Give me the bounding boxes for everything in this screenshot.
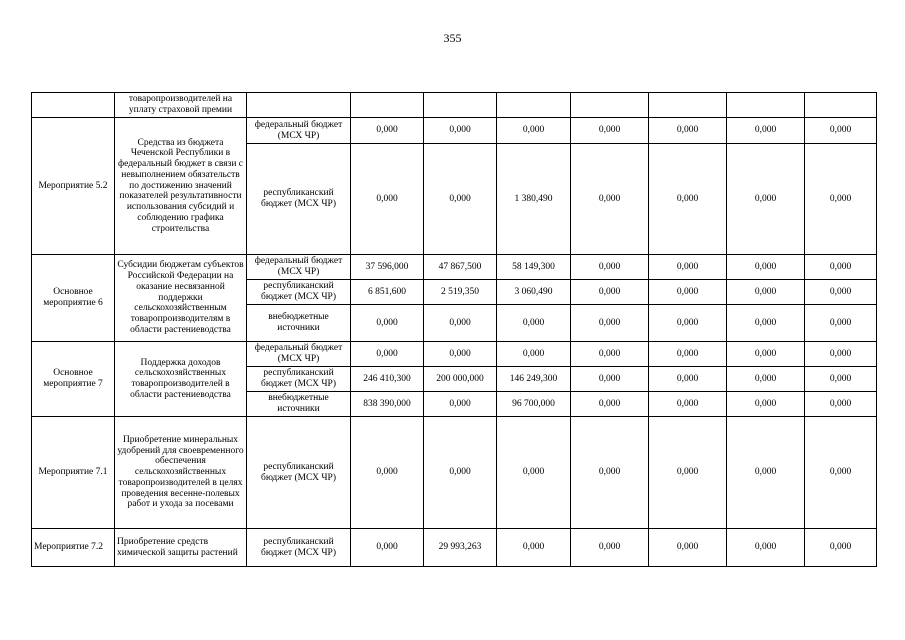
value-cell: 0,000 bbox=[497, 417, 571, 529]
value-cell: 1 380,490 bbox=[497, 144, 571, 255]
value-cell: 0,000 bbox=[351, 144, 424, 255]
value-cell: 0,000 bbox=[727, 280, 805, 305]
activity-cell: Мероприятие 5.2 bbox=[32, 118, 115, 255]
activity-cell: Мероприятие 7.2 bbox=[32, 529, 115, 567]
value-cell: 0,000 bbox=[424, 342, 497, 367]
value-cell: 3 060,490 bbox=[497, 280, 571, 305]
value-cell: 0,000 bbox=[497, 118, 571, 144]
value-cell: 0,000 bbox=[424, 392, 497, 417]
table-row bbox=[32, 342, 877, 367]
value-cell: 0,000 bbox=[571, 529, 649, 567]
value-cell: 37 596,000 bbox=[351, 255, 424, 280]
value-cell: 0,000 bbox=[571, 342, 649, 367]
value-cell: 0,000 bbox=[649, 392, 727, 417]
value-cell: 47 867,500 bbox=[424, 255, 497, 280]
description-cell: Поддержка доходов сельскохозяйственных товаропроизводителей в области растениеводства bbox=[115, 342, 247, 417]
value-cell: 0,000 bbox=[424, 144, 497, 255]
table-row bbox=[32, 93, 877, 118]
value-cell: 0,000 bbox=[497, 305, 571, 342]
source-cell: республиканский бюджет (МСХ ЧР) bbox=[247, 367, 351, 392]
value-cell: 0,000 bbox=[805, 118, 877, 144]
value-cell: 2 519,350 bbox=[424, 280, 497, 305]
value-cell: 0,000 bbox=[649, 144, 727, 255]
value-cell bbox=[497, 93, 571, 118]
value-cell bbox=[727, 93, 805, 118]
table-row bbox=[32, 118, 877, 144]
value-cell: 0,000 bbox=[727, 417, 805, 529]
description-cell: Приобретение средств химической защиты растений bbox=[115, 529, 247, 567]
source-cell: федеральный бюджет (МСХ ЧР) bbox=[247, 255, 351, 280]
source-cell: республиканский бюджет (МСХ ЧР) bbox=[247, 280, 351, 305]
value-cell: 0,000 bbox=[649, 305, 727, 342]
value-cell: 0,000 bbox=[497, 529, 571, 567]
description-cell: товаропроизводителей на уплату страховой премии bbox=[115, 93, 247, 118]
value-cell: 0,000 bbox=[424, 305, 497, 342]
description-cell: Субсидии бюджетам субъектов Российской Федерации на оказание несвязанной поддержки сельскохозяйственным товаропроизводителям в области растениеводства bbox=[115, 255, 247, 342]
value-cell: 0,000 bbox=[649, 367, 727, 392]
value-cell: 200 000,000 bbox=[424, 367, 497, 392]
value-cell: 0,000 bbox=[805, 255, 877, 280]
value-cell: 0,000 bbox=[805, 280, 877, 305]
value-cell: 0,000 bbox=[805, 529, 877, 567]
value-cell: 0,000 bbox=[727, 367, 805, 392]
value-cell: 0,000 bbox=[649, 342, 727, 367]
budget-table bbox=[31, 92, 877, 567]
value-cell: 838 390,000 bbox=[351, 392, 424, 417]
value-cell: 0,000 bbox=[649, 529, 727, 567]
value-cell: 0,000 bbox=[571, 417, 649, 529]
page-number: 355 bbox=[443, 31, 462, 45]
value-cell: 0,000 bbox=[805, 342, 877, 367]
value-cell: 0,000 bbox=[727, 255, 805, 280]
value-cell: 0,000 bbox=[805, 392, 877, 417]
value-cell: 0,000 bbox=[727, 342, 805, 367]
value-cell: 0,000 bbox=[351, 118, 424, 144]
value-cell: 0,000 bbox=[351, 529, 424, 567]
value-cell: 0,000 bbox=[424, 417, 497, 529]
value-cell bbox=[424, 93, 497, 118]
value-cell: 29 993,263 bbox=[424, 529, 497, 567]
value-cell: 0,000 bbox=[805, 367, 877, 392]
value-cell: 0,000 bbox=[649, 118, 727, 144]
value-cell: 58 149,300 bbox=[497, 255, 571, 280]
value-cell: 246 410,300 bbox=[351, 367, 424, 392]
value-cell: 0,000 bbox=[649, 417, 727, 529]
value-cell: 0,000 bbox=[805, 144, 877, 255]
activity-cell: Мероприятие 7.1 bbox=[32, 417, 115, 529]
value-cell: 0,000 bbox=[727, 392, 805, 417]
value-cell: 0,000 bbox=[497, 342, 571, 367]
value-cell: 0,000 bbox=[424, 118, 497, 144]
value-cell: 0,000 bbox=[805, 417, 877, 529]
source-cell: внебюджетные источники bbox=[247, 392, 351, 417]
table-row bbox=[32, 255, 877, 280]
value-cell: 0,000 bbox=[351, 305, 424, 342]
value-cell: 0,000 bbox=[571, 367, 649, 392]
value-cell: 146 249,300 bbox=[497, 367, 571, 392]
activity-cell: Основное мероприятие 7 bbox=[32, 342, 115, 417]
value-cell: 0,000 bbox=[727, 529, 805, 567]
value-cell: 0,000 bbox=[727, 144, 805, 255]
value-cell: 0,000 bbox=[571, 305, 649, 342]
source-cell: республиканский бюджет (МСХ ЧР) bbox=[247, 144, 351, 255]
source-cell: федеральный бюджет (МСХ ЧР) bbox=[247, 118, 351, 144]
value-cell: 0,000 bbox=[571, 144, 649, 255]
source-cell: федеральный бюджет (МСХ ЧР) bbox=[247, 342, 351, 367]
value-cell: 0,000 bbox=[351, 342, 424, 367]
value-cell: 0,000 bbox=[649, 280, 727, 305]
value-cell: 0,000 bbox=[571, 255, 649, 280]
value-cell: 0,000 bbox=[727, 305, 805, 342]
value-cell: 0,000 bbox=[649, 255, 727, 280]
value-cell: 0,000 bbox=[571, 118, 649, 144]
source-cell: республиканский бюджет (МСХ ЧР) bbox=[247, 529, 351, 567]
value-cell: 6 851,600 bbox=[351, 280, 424, 305]
source-cell bbox=[247, 93, 351, 118]
value-cell: 0,000 bbox=[571, 392, 649, 417]
value-cell bbox=[649, 93, 727, 118]
source-cell: республиканский бюджет (МСХ ЧР) bbox=[247, 417, 351, 529]
value-cell: 0,000 bbox=[805, 305, 877, 342]
value-cell: 96 700,000 bbox=[497, 392, 571, 417]
table-row bbox=[32, 417, 877, 529]
value-cell bbox=[351, 93, 424, 118]
source-cell: внебюджетные источники bbox=[247, 305, 351, 342]
value-cell: 0,000 bbox=[351, 417, 424, 529]
value-cell bbox=[805, 93, 877, 118]
table-row bbox=[32, 529, 877, 567]
activity-cell: Основное мероприятие 6 bbox=[32, 255, 115, 342]
value-cell: 0,000 bbox=[727, 118, 805, 144]
value-cell: 0,000 bbox=[571, 280, 649, 305]
description-cell: Приобретение минеральных удобрений для своевременного обеспечения сельскохозяйственных товаропроизводителей в целях проведения весенне-полевых работ и ухода за посевами bbox=[115, 417, 247, 529]
value-cell bbox=[571, 93, 649, 118]
activity-cell bbox=[32, 93, 115, 118]
description-cell: Средства из бюджета Чеченской Республики в федеральный бюджет в связи с невыполнением обязательств по достижению значений показателей результативности использования субсидий и соблюдению графика строительства bbox=[115, 118, 247, 255]
